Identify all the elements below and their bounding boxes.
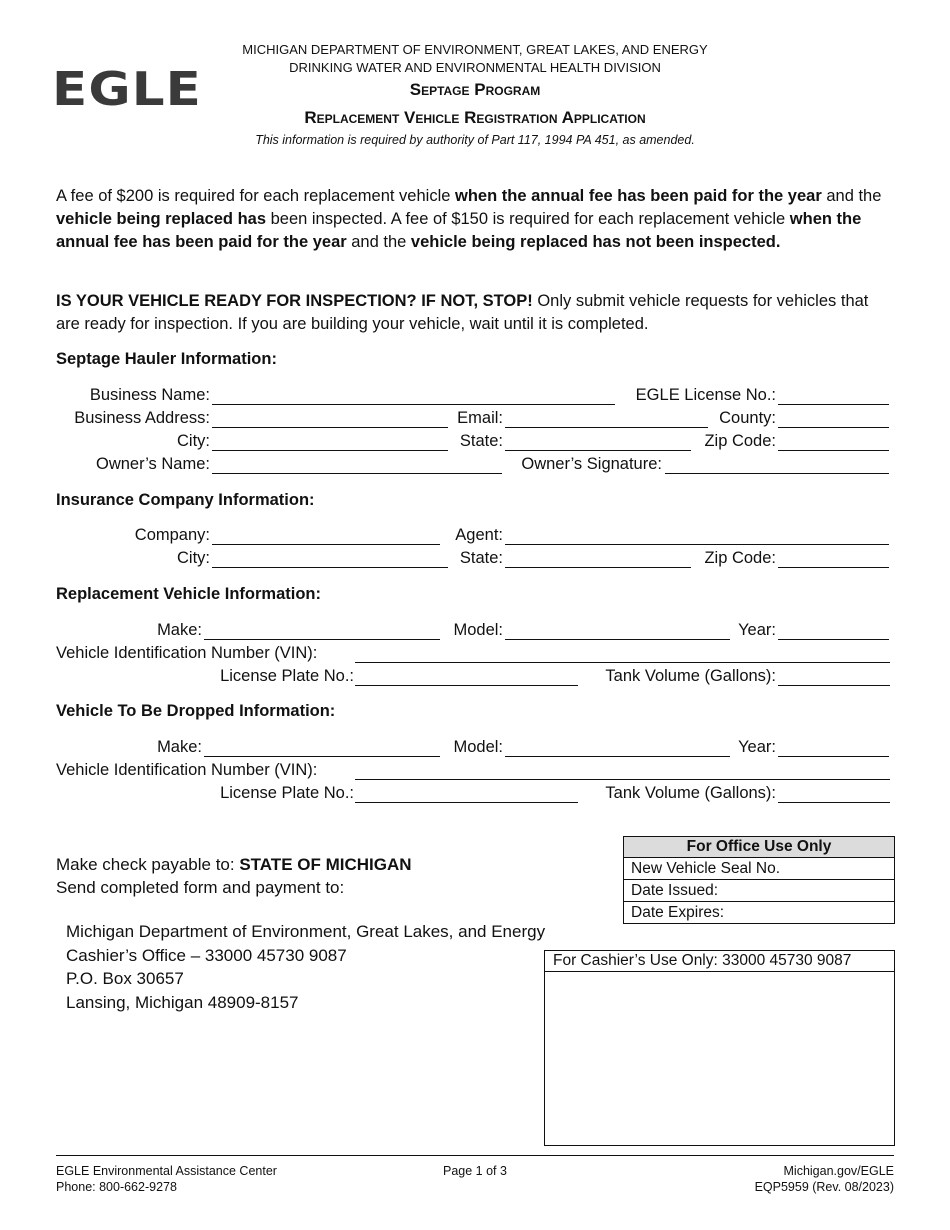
replacement-tank-label: Tank Volume (Gallons): <box>605 667 776 685</box>
address-line-1: Michigan Department of Environment, Great Lakes, and Energy <box>66 922 546 941</box>
replacement-plate-label: License Plate No.: <box>220 667 354 685</box>
business-name-label: Business Name: <box>89 386 210 404</box>
inspection-warning <box>56 290 896 336</box>
agent-field[interactable] <box>505 544 889 545</box>
replacement-make-label: Make: <box>157 621 202 639</box>
replacement-vin-field[interactable] <box>355 662 890 663</box>
check-payable-label: Make check payable to: <box>56 855 240 874</box>
dropped-plate-field[interactable] <box>355 802 578 803</box>
dropped-model-field[interactable] <box>505 756 730 757</box>
date-expires-row[interactable]: Date Expires: <box>631 904 725 921</box>
form-title: Replacement Vehicle Registration Application <box>304 108 646 127</box>
insurance-state-field[interactable] <box>505 567 691 568</box>
dropped-year-field[interactable] <box>778 756 889 757</box>
replacement-plate-field[interactable] <box>355 685 578 686</box>
county-field[interactable] <box>778 427 889 428</box>
dropped-vin-field[interactable] <box>355 779 890 780</box>
mailing-address <box>66 920 545 1014</box>
division-name: DRINKING WATER AND ENVIRONMENTAL HEALTH DIVISION <box>289 60 661 75</box>
replacement-tank-field[interactable] <box>778 685 890 686</box>
dropped-tank-label: Tank Volume (Gallons): <box>605 784 776 802</box>
dropped-tank-field[interactable] <box>778 802 890 803</box>
email-field[interactable] <box>505 427 708 428</box>
insurance-heading: Insurance Company Information: <box>56 491 315 509</box>
fee-text: and the <box>346 233 411 251</box>
dropped-plate-label: License Plate No.: <box>220 784 354 802</box>
replacement-vin-label: Vehicle Identification Number (VIN): <box>56 644 318 662</box>
fee-bold: vehicle being replaced has not been inspected. <box>410 233 781 251</box>
footer-right <box>755 1163 894 1195</box>
owner-name-label: Owner’s Name: <box>95 455 210 473</box>
license-field[interactable] <box>778 404 889 405</box>
fee-paragraph <box>56 185 896 254</box>
replacement-year-field[interactable] <box>778 639 889 640</box>
company-field[interactable] <box>212 544 440 545</box>
fee-text: been inspected. A fee of $150 is required for each replacement vehicle <box>266 210 790 228</box>
new-vehicle-seal-row[interactable]: New Vehicle Seal No. <box>624 858 894 880</box>
program-name: Septage Program <box>409 80 541 99</box>
footer-phone: Phone: 800-662-9278 <box>56 1180 177 1194</box>
replacement-year-label: Year: <box>738 621 776 639</box>
business-address-label: Business Address: <box>74 409 210 427</box>
footer-divider <box>56 1155 894 1156</box>
office-use-box <box>623 836 895 924</box>
dropped-make-label: Make: <box>157 738 202 756</box>
fee-text: and the <box>821 187 882 205</box>
cashier-use-label: For Cashier’s Use Only: 33000 45730 9087 <box>545 951 894 972</box>
inspection-warning-bold: IS YOUR VEHICLE READY FOR INSPECTION? IF NOT, STOP! <box>56 292 533 310</box>
county-label: County: <box>719 409 776 427</box>
city-field[interactable] <box>212 450 448 451</box>
footer-center-name: EGLE Environmental Assistance Center <box>56 1164 277 1178</box>
company-label: Company: <box>134 526 210 544</box>
department-name: MICHIGAN DEPARTMENT OF ENVIRONMENT, GREAT LAKES, AND ENERGY <box>242 42 708 57</box>
replacement-model-field[interactable] <box>505 639 730 640</box>
insurance-city-field[interactable] <box>212 567 448 568</box>
footer-website[interactable]: Michigan.gov/EGLE <box>783 1164 894 1178</box>
state-label: State: <box>459 432 503 450</box>
license-label: EGLE License No.: <box>635 386 776 404</box>
fee-bold: when the annual fee has been paid for the year <box>56 210 862 251</box>
footer-left <box>56 1163 277 1195</box>
cashier-use-box <box>544 950 895 1146</box>
check-payable <box>56 855 412 875</box>
zip-field[interactable] <box>778 450 889 451</box>
insurance-zip-label: Zip Code: <box>704 549 776 567</box>
owner-signature-label: Owner’s Signature: <box>521 455 662 473</box>
business-name-field[interactable] <box>212 404 615 405</box>
inspection-warning-text: Only submit vehicle requests for vehicles that are ready for inspection. If you are building your vehicle, wait until it is completed. <box>56 292 869 333</box>
owner-name-field[interactable] <box>212 473 502 474</box>
owner-signature-field[interactable] <box>665 473 889 474</box>
dropped-heading: Vehicle To Be Dropped Information: <box>56 702 336 720</box>
address-line-3: P.O. Box 30657 <box>66 969 184 988</box>
egle-logo: EGLE <box>52 62 202 116</box>
office-use-heading: For Office Use Only <box>624 837 894 858</box>
zip-label: Zip Code: <box>704 432 776 450</box>
insurance-state-label: State: <box>459 549 503 567</box>
hauler-heading: Septage Hauler Information: <box>56 350 277 368</box>
dropped-model-label: Model: <box>453 738 503 756</box>
insurance-city-label: City: <box>177 549 210 567</box>
fee-bold: when the annual fee has been paid for the year <box>455 187 822 205</box>
address-line-4: Lansing, Michigan 48909-8157 <box>66 992 299 1012</box>
authority-note: This information is required by authority of Part 117, 1994 PA 451, as amended. <box>255 133 695 147</box>
city-label: City: <box>177 432 210 450</box>
dropped-make-field[interactable] <box>204 756 440 757</box>
page-number: Page 1 of 3 <box>443 1164 507 1178</box>
address-line-2: Cashier’s Office – 33000 45730 9087 <box>66 945 347 965</box>
insurance-zip-field[interactable] <box>778 567 889 568</box>
replacement-make-field[interactable] <box>204 639 440 640</box>
fee-text: A fee of $200 is required for each replacement vehicle <box>56 187 455 205</box>
business-address-field[interactable] <box>212 427 448 428</box>
agent-label: Agent: <box>455 526 503 544</box>
check-payee: STATE OF MICHIGAN <box>239 855 412 874</box>
dropped-vin-label: Vehicle Identification Number (VIN): <box>56 761 318 779</box>
date-issued-row[interactable]: Date Issued: <box>624 880 894 902</box>
dropped-year-label: Year: <box>738 738 776 756</box>
replacement-heading: Replacement Vehicle Information: <box>56 585 321 603</box>
send-instructions: Send completed form and payment to: <box>56 878 345 897</box>
state-field[interactable] <box>505 450 691 451</box>
email-label: Email: <box>457 409 503 427</box>
footer-form-number: EQP5959 (Rev. 08/2023) <box>754 1180 894 1194</box>
fee-bold: vehicle being replaced has <box>56 210 267 228</box>
replacement-model-label: Model: <box>453 621 503 639</box>
